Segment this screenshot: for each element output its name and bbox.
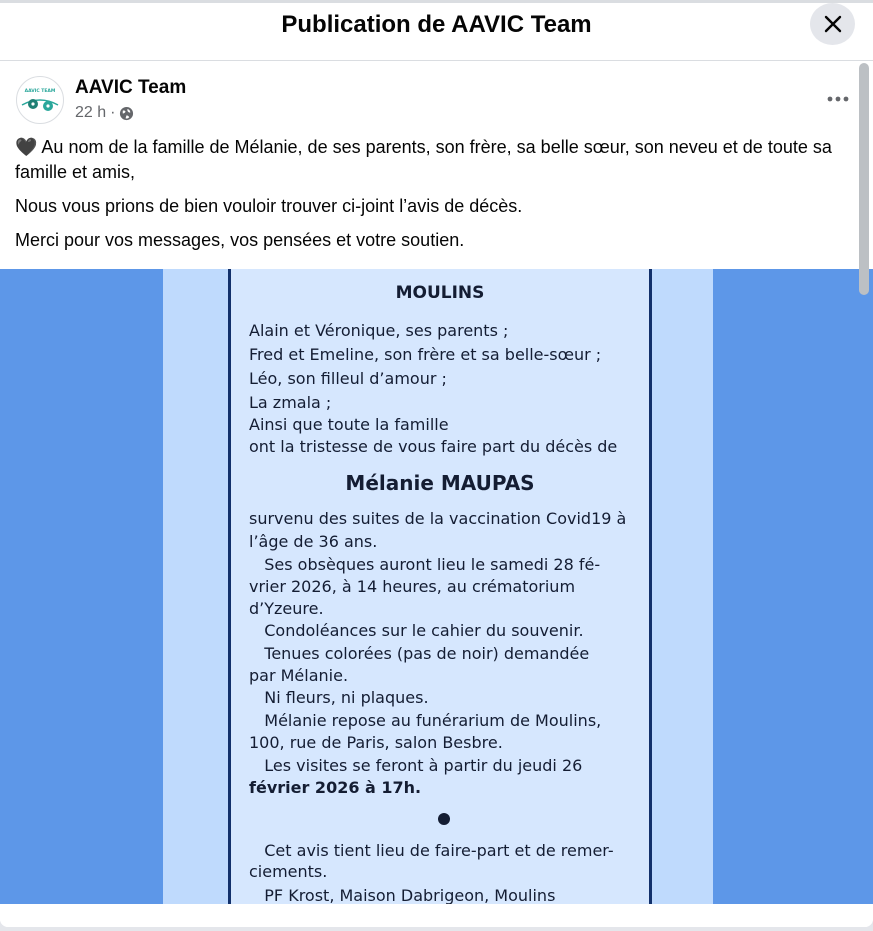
post-paragraph-1: 🖤 Au nom de la famille de Mélanie, de ses parents, son frère, sa belle sœur, son neveu et de toute sa famille et amis,: [15, 137, 832, 182]
globe-icon: [119, 106, 134, 121]
notice-body-line: Ni fleurs, ni plaques.: [249, 688, 429, 707]
notice-body-line: vrier 2026, à 14 heures, au crématorium: [249, 577, 576, 596]
notice-body-line: Mélanie repose au funérarium de Moulins,: [249, 711, 602, 730]
notice-body-line: Tenues colorées (pas de noir) demandée: [249, 644, 590, 663]
avatar-logo-text: AAVIC TEAM: [24, 89, 56, 94]
notice-deceased-name: Mélanie MAUPAS: [345, 471, 535, 495]
close-icon: [823, 14, 843, 34]
notice-family-line: Alain et Véronique, ses parents ;: [249, 321, 509, 340]
dialog-title: Publication de AAVIC Team: [281, 11, 592, 38]
more-options-icon: [826, 95, 850, 103]
dialog-footer: [0, 904, 873, 927]
notice-body-line: Les visites se feront à partir du jeudi 26: [249, 756, 583, 775]
notice-body-line: par Mélanie.: [249, 666, 349, 685]
post-message: [15, 135, 850, 262]
notice-closing-line: Cet avis tient lieu de faire-part et de remer-: [249, 841, 614, 860]
notice-city: MOULINS: [395, 283, 485, 303]
dialog-header: [0, 3, 873, 61]
death-notice: [228, 269, 652, 904]
author-avatar[interactable]: [16, 76, 64, 124]
notice-body-line: février 2026 à 17h.: [249, 778, 422, 797]
post-meta: [75, 104, 134, 122]
scrollbar-thumb[interactable]: [859, 63, 869, 295]
notice-body-line: survenu des suites de la vaccination Covid19 à: [249, 509, 627, 528]
close-button[interactable]: [810, 3, 855, 45]
post-paragraph-2: Nous vous prions de bien vouloir trouver ci-joint l’avis de décès.: [15, 196, 523, 216]
newspaper-clipping: [163, 269, 713, 904]
notice-body-line: 100, rue de Paris, salon Besbre.: [249, 733, 503, 752]
post-paragraph-3: Merci pour vos messages, vos pensées et votre soutien.: [15, 230, 465, 250]
notice-family-line: Ainsi que toute la famille: [249, 415, 449, 434]
post-scroll-area[interactable]: [0, 61, 873, 904]
notice-body-line: Condoléances sur le cahier du souvenir.: [249, 621, 584, 640]
notice-bullet: [438, 813, 450, 825]
more-options-button[interactable]: [822, 87, 854, 111]
notice-body-line: Ses obsèques auront lieu le samedi 28 fé-: [249, 555, 601, 574]
meta-separator: ·: [110, 104, 116, 121]
notice-body-line: d’Yzeure.: [249, 599, 324, 618]
post-photo[interactable]: [0, 269, 873, 904]
notice-closing-line: ciements.: [249, 862, 328, 881]
notice-closing-line: PF Krost, Maison Dabrigeon, Moulins: [249, 886, 556, 904]
notice-family-line: Fred et Emeline, son frère et sa belle-sœur ;: [249, 345, 602, 364]
notice-body-line: l’âge de 36 ans.: [249, 532, 378, 551]
notice-family-line: La zmala ;: [249, 393, 332, 412]
post-author[interactable]: AAVIC Team: [75, 77, 187, 98]
team-logo: [17, 77, 63, 123]
post-time[interactable]: 22 h: [75, 104, 107, 121]
notice-family-line: ont la tristesse de vous faire part du décès de: [249, 437, 618, 456]
notice-family-line: Léo, son filleul d’amour ;: [249, 369, 447, 388]
